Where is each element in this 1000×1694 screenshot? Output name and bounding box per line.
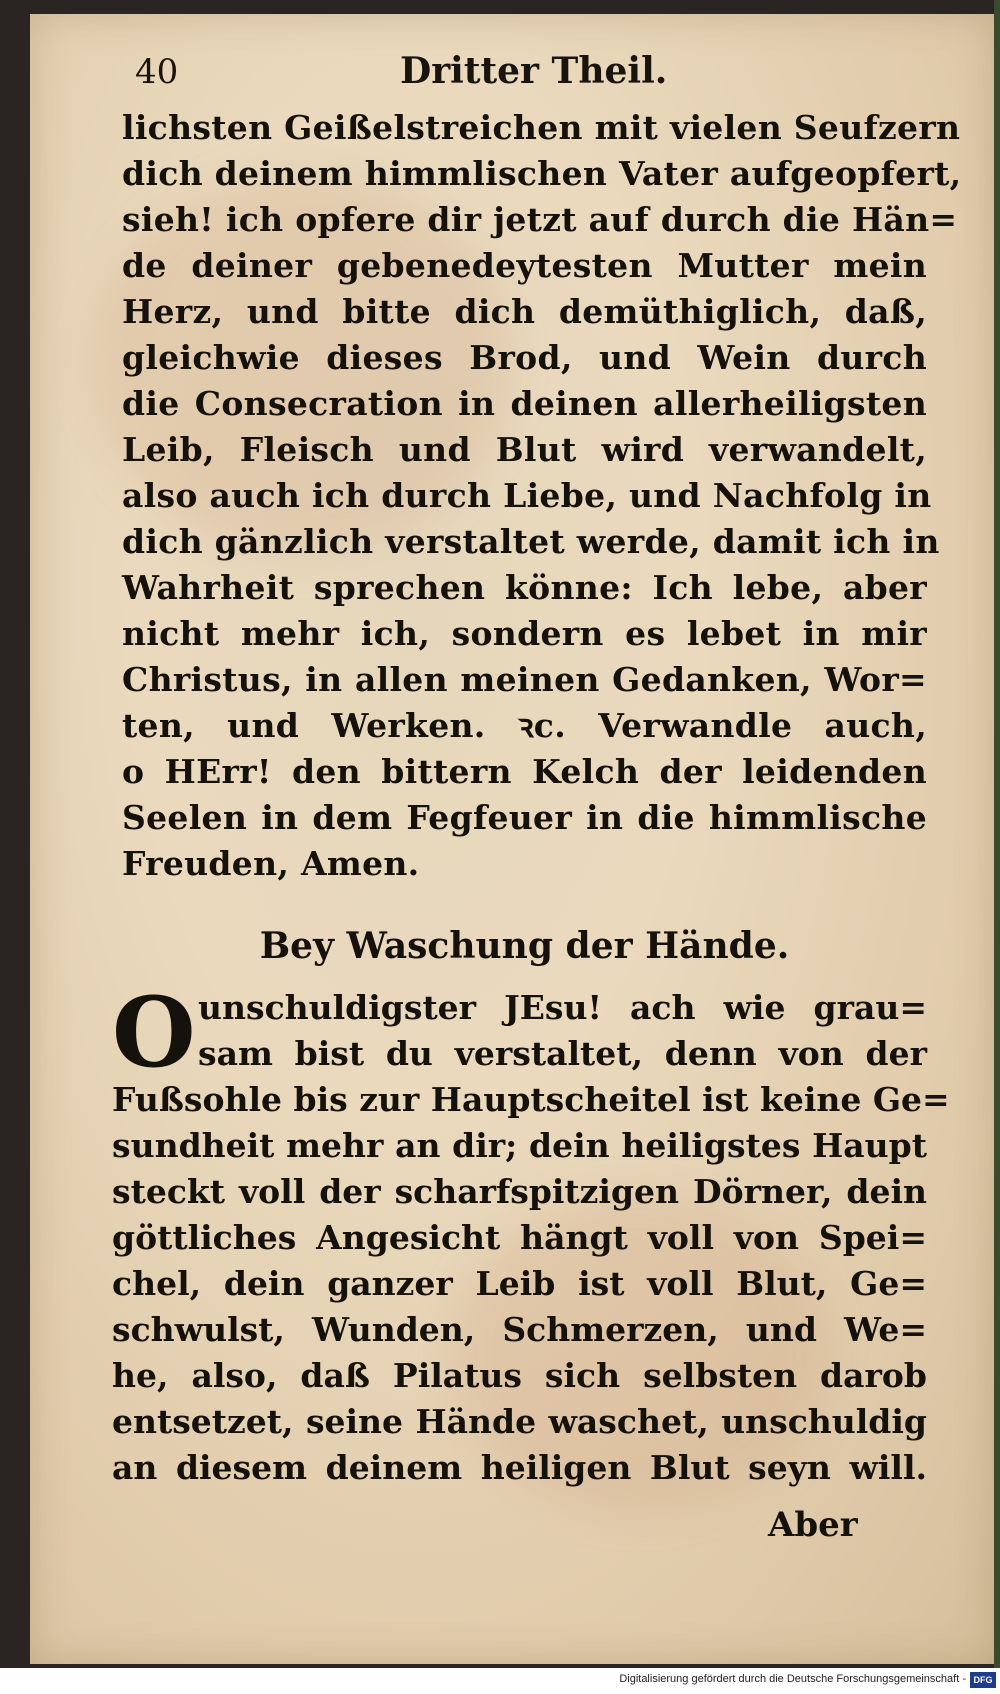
text-line: entsetzet, seine Hände waschet, unschuldig xyxy=(112,1402,927,1441)
text-line: Christus, in allen meinen Gedanken, Wor= xyxy=(122,660,927,699)
text-line: he, also, daß Pilatus sich selbsten darob xyxy=(112,1356,927,1395)
scan-edge xyxy=(994,0,1000,1668)
page-number: 40 xyxy=(135,52,179,92)
section-heading: Bey Waschung der Hände. xyxy=(259,925,790,967)
text-line: lichsten Geißelstreichen mit vielen Seufzern xyxy=(122,108,961,147)
text-line: steckt voll der scharfspitzigen Dörner, dein xyxy=(112,1172,927,1211)
running-title: Dritter Theil. xyxy=(400,50,668,92)
text-line: o HErr! den bittern Kelch der leidenden xyxy=(122,752,927,791)
paragraph-1 xyxy=(122,105,962,887)
text-line: unschuldigster JEsu! ach wie grau= xyxy=(198,988,927,1027)
text-line: Fußsohle bis zur Hauptscheitel ist keine Ge= xyxy=(112,1080,950,1119)
paragraph-2 xyxy=(112,976,950,1491)
catchword: Aber xyxy=(768,1505,858,1545)
text-line: Wahrheit sprechen könne: Ich lebe, aber xyxy=(122,568,927,607)
text-line: Seelen in dem Fegfeuer in die himmlische xyxy=(122,798,927,837)
text-line: dich deinem himmlischen Vater aufgeopfert, xyxy=(122,154,962,193)
digitization-footer xyxy=(0,1668,1000,1694)
drop-capital: O xyxy=(112,976,196,1089)
text-line: die Consecration in deinen allerheiligsten xyxy=(122,384,927,423)
text-line: also auch ich durch Liebe, und Nachfolg in xyxy=(122,476,932,515)
text-line: ten, und Werken. ꝛc. Verwandle auch, xyxy=(122,706,927,745)
text-line: gleichwie dieses Brod, und Wein durch xyxy=(122,338,927,377)
text-line: schwulst, Wunden, Schmerzen, und We= xyxy=(112,1310,927,1349)
text-line: an diesem deinem heiligen Blut seyn will. xyxy=(112,1448,927,1487)
dfg-logo[interactable]: DFG xyxy=(970,1672,996,1688)
text-line: de deiner gebenedeytesten Mutter mein xyxy=(122,246,927,285)
text-line: Herz, und bitte dich demüthiglich, daß, xyxy=(122,292,927,331)
page-header xyxy=(135,44,925,104)
funding-credit: Digitalisierung gefördert durch die Deutsche Forschungsgemeinschaft - xyxy=(619,1673,966,1685)
text-line: Leib, Fleisch und Blut wird verwandelt, xyxy=(122,430,927,469)
text-line: chel, dein ganzer Leib ist voll Blut, Ge= xyxy=(112,1264,927,1303)
text-line: dich gänzlich verstaltet werde, damit ich in xyxy=(122,522,940,561)
text-line: sundheit mehr an dir; dein heiligstes Haupt xyxy=(112,1126,927,1165)
text-line: nicht mehr ich, sondern es lebet in mir xyxy=(122,614,927,653)
text-line: sieh! ich opfere dir jetzt auf durch die Hän= xyxy=(122,200,958,239)
text-line: Freuden, Amen. xyxy=(122,844,420,883)
text-line: göttliches Angesicht hängt voll von Spei= xyxy=(112,1218,927,1257)
text-line: sam bist du verstaltet, denn von der xyxy=(198,1034,927,1073)
